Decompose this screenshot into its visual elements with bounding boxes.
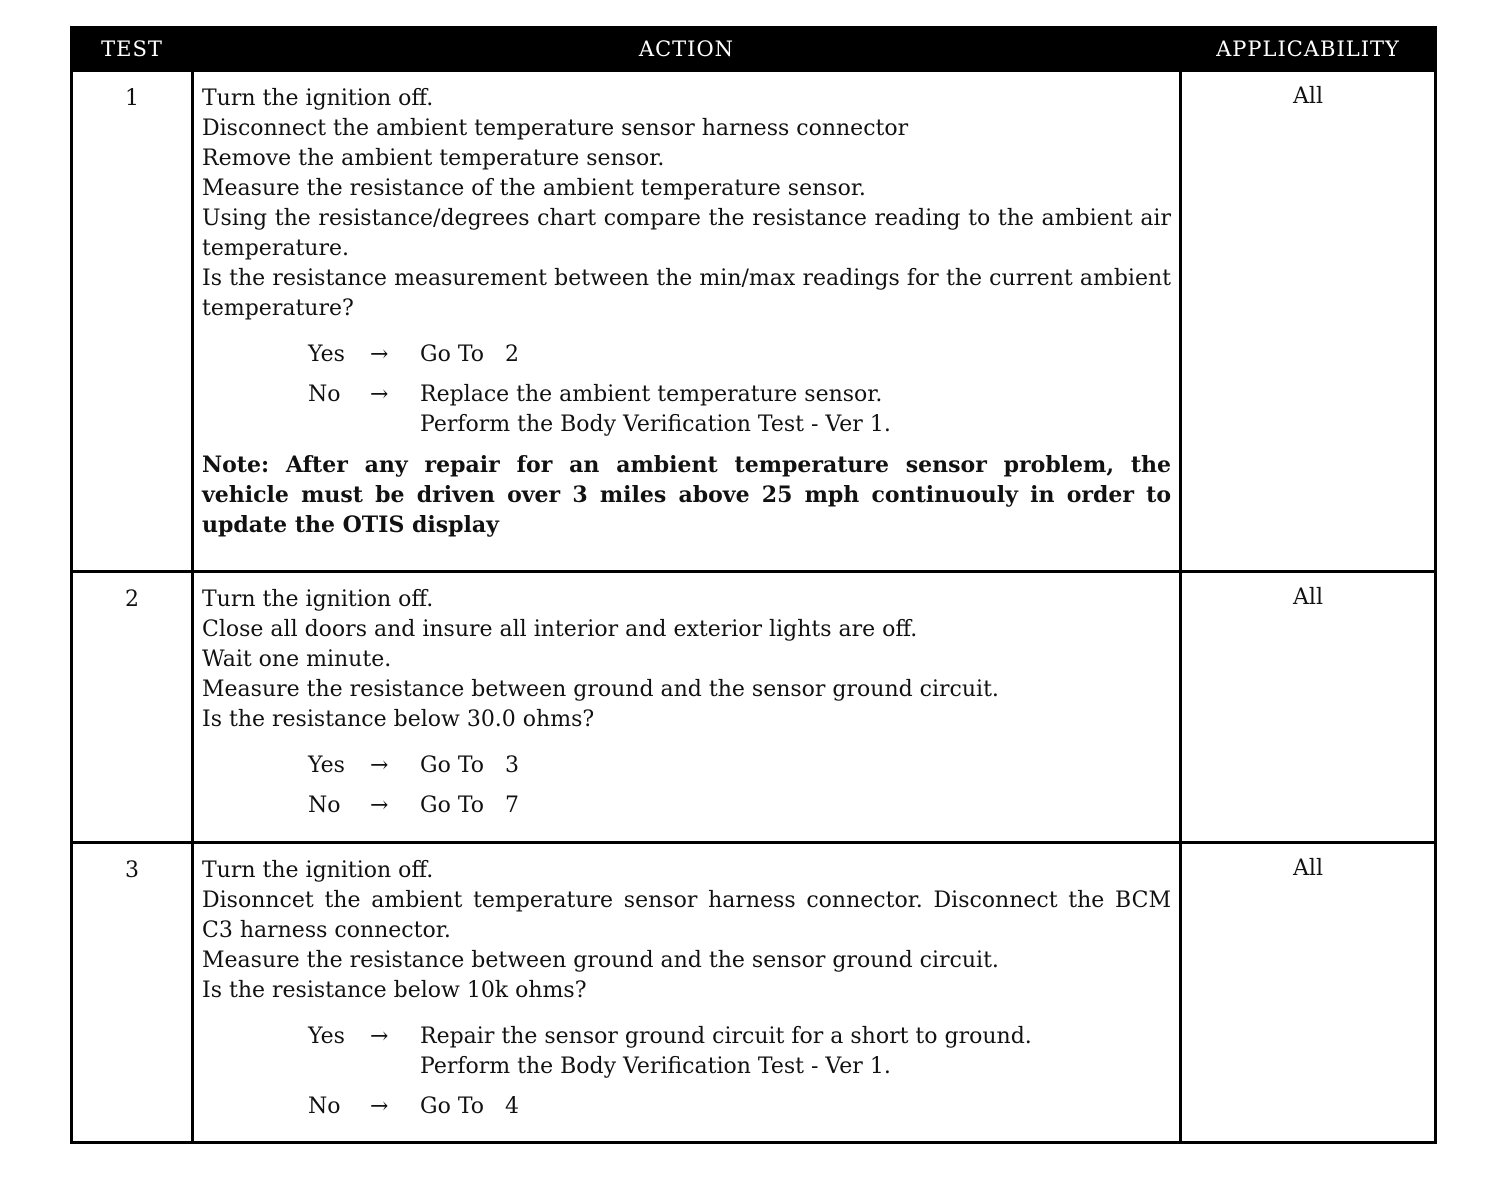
arrow-right-icon: → xyxy=(370,1024,389,1049)
step: Close all doors and insure all interior and exterior lights are off. xyxy=(202,617,918,642)
yes-result: Go To 2 xyxy=(420,342,519,367)
yes-result: Repair the sensor ground circuit for a short to ground. Perform the Body Verification Test - Ver 1. xyxy=(420,1024,1032,1079)
header-action: ACTION xyxy=(193,28,1181,71)
header-test: TEST xyxy=(72,28,193,71)
table-row xyxy=(72,572,1436,843)
arrow-right-icon: → xyxy=(370,753,389,778)
applicability-value: All xyxy=(1181,572,1436,843)
no-label: No xyxy=(308,793,341,818)
arrow-right-icon: → xyxy=(370,793,389,818)
step: Remove the ambient temperature sensor. xyxy=(202,146,665,171)
header-row xyxy=(72,28,1436,71)
header-applicability: APPLICABILITY xyxy=(1181,28,1436,71)
yes-branch xyxy=(202,751,1171,781)
action-cell xyxy=(193,843,1181,1143)
arrow-right-icon: → xyxy=(370,1094,389,1119)
no-branch xyxy=(202,1092,1171,1122)
repair-note: Note: After any repair for an ambient temperature sensor problem, the vehicle must be driven over 3 miles above 25 mph continuouly in order to update the OTIS display xyxy=(202,452,1171,538)
action-cell xyxy=(193,71,1181,572)
table-row xyxy=(72,71,1436,572)
test-number: 2 xyxy=(72,572,193,843)
arrow-right-icon: → xyxy=(370,342,389,367)
test-number: 1 xyxy=(72,71,193,572)
action-cell xyxy=(193,572,1181,843)
table-row xyxy=(72,843,1436,1143)
yes-result: Go To 3 xyxy=(420,753,519,778)
arrow-right-icon: → xyxy=(370,382,389,407)
no-result: Go To 7 xyxy=(420,793,519,818)
step: Wait one minute. xyxy=(202,647,392,672)
yes-label: Yes xyxy=(308,342,345,367)
test-number: 3 xyxy=(72,843,193,1143)
step: Is the resistance measurement between the min/max readings for the current ambient temperature? xyxy=(202,266,1171,321)
no-branch xyxy=(202,791,1171,821)
step: Is the resistance below 30.0 ohms? xyxy=(202,707,595,732)
step: Using the resistance/degrees chart compare the resistance reading to the ambient air temperature. xyxy=(202,206,1171,261)
step: Measure the resistance between ground and the sensor ground circuit. xyxy=(202,948,999,973)
no-result: Replace the ambient temperature sensor. Perform the Body Verification Test - Ver 1. xyxy=(420,382,891,437)
yes-label: Yes xyxy=(308,753,345,778)
no-branch xyxy=(202,380,1171,440)
diagnostic-test-table xyxy=(70,26,1437,1144)
step: Turn the ignition off. xyxy=(202,858,434,883)
step: Turn the ignition off. xyxy=(202,86,434,111)
yes-branch xyxy=(202,1022,1171,1082)
step: Disconnect the ambient temperature sensor harness connector xyxy=(202,116,909,141)
step: Measure the resistance between ground and the sensor ground circuit. xyxy=(202,677,999,702)
yes-label: Yes xyxy=(308,1024,345,1049)
step: Is the resistance below 10k ohms? xyxy=(202,978,587,1003)
step: Measure the resistance of the ambient temperature sensor. xyxy=(202,176,866,201)
no-label: No xyxy=(308,382,341,407)
step: Disonncet the ambient temperature sensor harness connector. Disconnect the BCM C3 harness connector. xyxy=(202,888,1171,943)
applicability-value: All xyxy=(1181,71,1436,572)
no-result: Go To 4 xyxy=(420,1094,519,1119)
applicability-value: All xyxy=(1181,843,1436,1143)
no-label: No xyxy=(308,1094,341,1119)
yes-branch xyxy=(202,340,1171,370)
step: Turn the ignition off. xyxy=(202,587,434,612)
